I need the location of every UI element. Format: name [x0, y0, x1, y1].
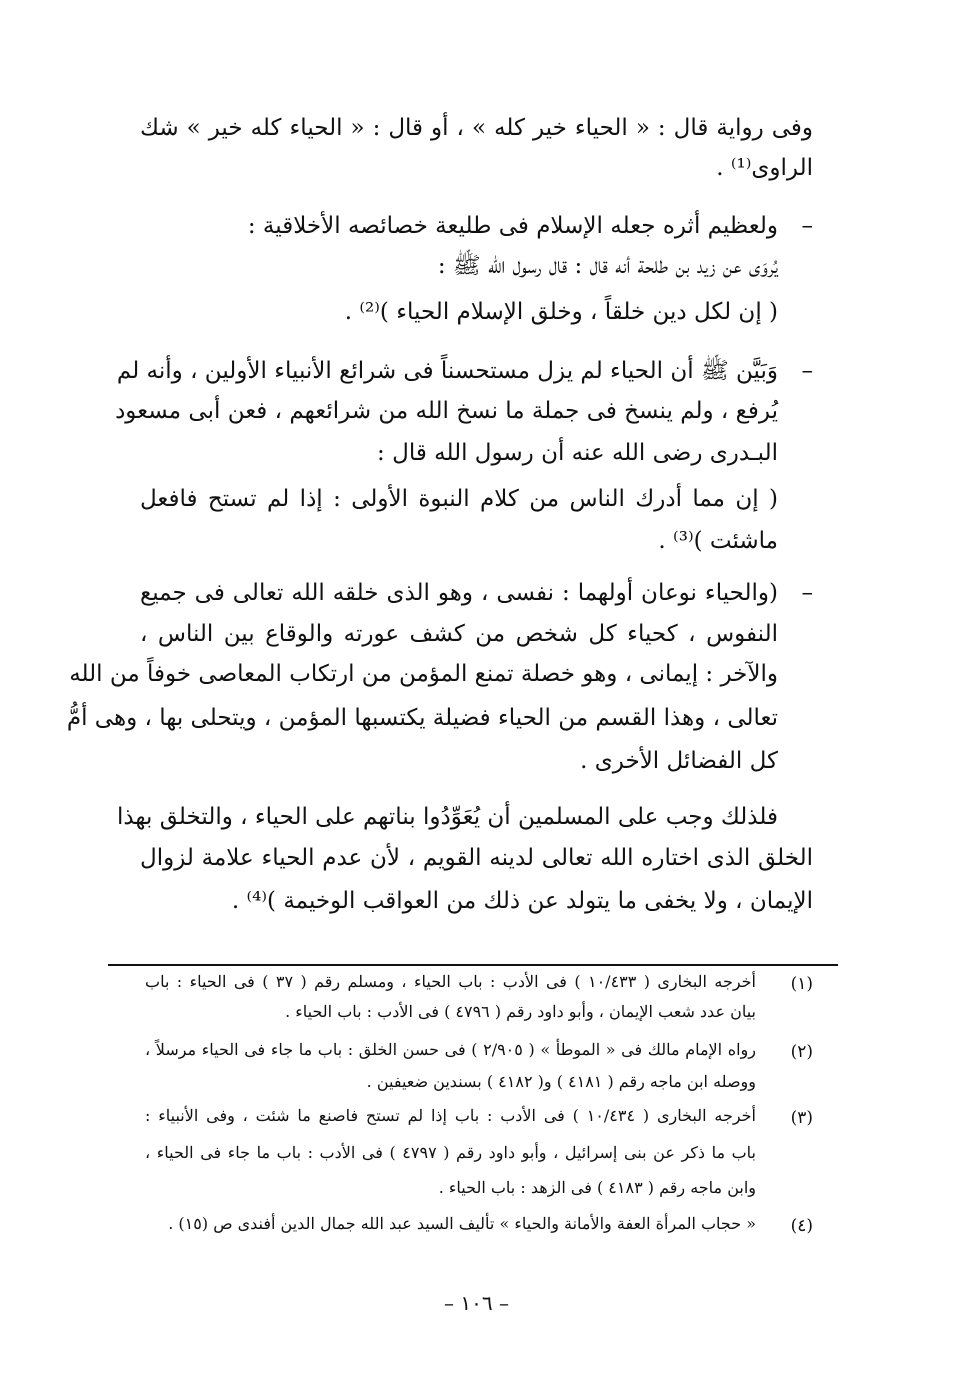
- footnote-line: أخرجه البخارى ( ١٠/٤٣٣ ) فى الأدب : باب الحياء ، ومسلم رقم ( ٣٧ ) فى الحياء : باب: [145, 972, 757, 991]
- text-line: فلذلك وجب على المسلمين أن يُعَوِّدُوا بناتهم على الحياء ، والتخلق بهذا: [116, 804, 778, 830]
- text-line: النفوس ، كحياء كل شخص من كشف عورته والوقاع بين الناس ،: [140, 621, 778, 647]
- text-line: البـدرى رضى الله عنه أن رسول الله قال :: [377, 440, 778, 466]
- footnote-number: (٢): [790, 1042, 813, 1062]
- footnote-line: باب ما ذكر عن بنى إسرائيل ، وأبو داود رقم ( ٤٧٩٧ ) فى الأدب : باب ما جاء فى الحياء ،: [145, 1143, 756, 1162]
- quote-line: ماشئت )⁽³⁾ .: [658, 528, 778, 554]
- footnote-number: (٣): [790, 1108, 813, 1128]
- text-line: وفى رواية قال : « الحياء خير كله » ، أو قال : « الحياء كله خير » شك: [140, 115, 813, 141]
- footnote-number: (١): [790, 974, 813, 994]
- text-line: تعالى ، وهذا القسم من الحياء فضيلة يكتسبها المؤمن ، ويتحلى بها ، وهى أمُّ: [66, 705, 778, 731]
- text-line: الراوى⁽¹⁾ .: [716, 155, 813, 181]
- text-line: (والحياء نوعان أولهما : نفسى ، وهو الذى خلقه الله تعالى فى جميع: [140, 580, 778, 606]
- footnote-line: أخرجه البخارى ( ١٠/٤٣٤ ) فى الأدب : باب إذا لم تستح فاصنع ما شئت ، وفى الأنبياء :: [145, 1106, 757, 1125]
- text-line: الخلق الذى اختاره الله تعالى لدينه القويم ، لأن عدم الحياء علامة لزوال: [140, 845, 813, 871]
- bullet-dash: –: [801, 213, 813, 239]
- footnote-line: ووصله ابن ماجه رقم ( ٤١٨١ ) و( ٤١٨٢ ) بسندين ضعيفين .: [366, 1072, 756, 1091]
- bullet-dash: –: [801, 580, 813, 606]
- bullet-dash: –: [801, 358, 813, 384]
- text-line: الإيمان ، ولا يخفى ما يتولد عن ذلك من العواقب الوخيمة )⁽⁴⁾ .: [231, 888, 813, 914]
- text-line: وَبَيَّن ﷺ أن الحياء لم يزل مستحسناً فى شرائع الأنبياء الأولين ، وأنه لم: [116, 358, 778, 384]
- footnote-line: « حجاب المرأة العفة والأمانة والحياء » تأليف السيد عبد الله جمال الدين أفندى ص (١٥) .: [168, 1214, 756, 1233]
- footnote-separator: [108, 964, 838, 966]
- text-line: ولعظيم أثره جعله الإسلام فى طليعة خصائصه الأخلاقية :: [247, 213, 778, 239]
- quote-line: ( إن لكل دين خلقاً ، وخلق الإسلام الحياء )⁽²⁾ .: [344, 299, 778, 325]
- text-line: والآخر : إيمانى ، وهو خصلة تمنع المؤمن من ارتكاب المعاصى خوفاً من الله: [69, 661, 778, 687]
- text-line: يُرفع ، ولم ينسخ فى جملة ما نسخ الله من شرائعهم ، فعن أبى مسعود: [115, 398, 778, 424]
- quote-line: ( إن مما أدرك الناس من كلام النبوة الأولى : إذا لم تستح فافعل: [140, 486, 778, 512]
- text-line: يُروَى عن زيد بن طلحة أنه قال : قال رسول الله ﷺ :: [437, 253, 778, 279]
- footnote-line: بيان عدد شعب الإيمان ، وأبو داود رقم ( ٤٧٩٦ ) فى الأدب : باب الحياء .: [285, 1002, 756, 1021]
- footnote-line: وابن ماجه رقم ( ٤١٨٣ ) فى الزهد : باب الحياء .: [438, 1178, 756, 1197]
- text-line: كل الفضائل الأخرى .: [580, 748, 778, 774]
- footnote-number: (٤): [790, 1216, 813, 1236]
- page-number: – ١٠٦ –: [444, 1291, 509, 1315]
- footnote-line: رواه الإمام مالك فى « الموطأ » ( ٢/٩٠٥ ) فى حسن الخلق : باب ما جاء فى الحياء مرسلاً ،: [145, 1040, 757, 1059]
